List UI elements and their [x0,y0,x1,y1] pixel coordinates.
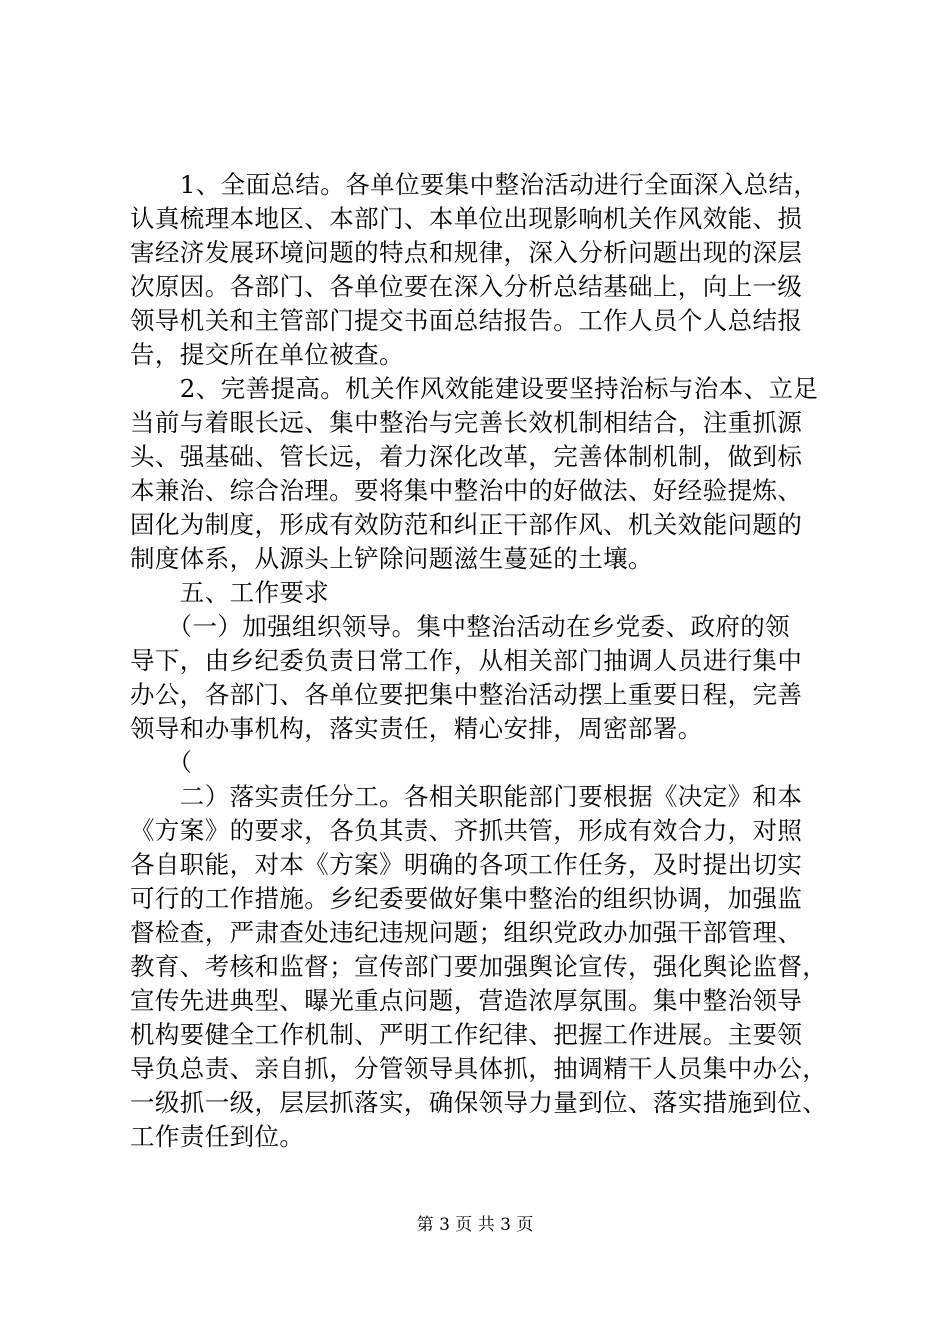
paragraph-line: 告，提交所在单位被查。 [130,340,404,369]
paragraph-line: 可行的工作措施。乡纪委要做好集中整治的组织协调，加强监 [130,884,803,913]
paragraph-line: 制度体系，从源头上铲除问题滋生蔓延的土壤。 [130,544,653,573]
paragraph-line: 一级抓一级，层层抓落实，确保领导力量到位、落实措施到位、 [130,1088,828,1117]
paragraph-line: 领导和办事机构，落实责任，精心安排，周密部署。 [130,714,703,743]
paragraph-line: 固化为制度，形成有效防范和纠正干部作风、机关效能问题的 [130,510,803,539]
paragraph-line: 各自职能，对本《方案》明确的各项工作任务，及时提出切实 [130,850,803,879]
paragraph-line: 工作责任到位。 [130,1122,305,1151]
paragraph-line: 2、完善提高。机关作风效能建设要坚持治标与治本、立足 [130,374,819,403]
paragraph-line: 1、全面总结。各单位要集中整治活动进行全面深入总结， [130,170,819,199]
paragraph-line: 二）落实责任分工。各相关职能部门要根据《决定》和本 [130,782,803,811]
page-footer: 第 3 页 共 3 页 [416,1215,534,1235]
paragraph-line: 办公，各部门、各单位要把集中整治活动摆上重要日程，完善 [130,680,803,709]
paragraph-line: 宣传先进典型、曝光重点问题，营造浓厚氛围。集中整治领导 [130,986,803,1015]
paragraph-line: 头、强基础、管长远，着力深化改革，完善体制机制，做到标 [130,442,803,471]
paragraph-line: 《方案》的要求，各负其责、齐抓共管，形成有效合力，对照 [130,816,803,845]
paragraph-line: 教育、考核和监督；宣传部门要加强舆论宣传，强化舆论监督， [130,952,828,981]
paragraph-line: 导负总责、亲自抓，分管领导具体抓，抽调精干人员集中办公， [130,1054,828,1083]
paragraph-line: 机构要健全工作机制、严明工作纪律、把握工作进展。主要领 [130,1020,803,1049]
paragraph-line: 导下，由乡纪委负责日常工作，从相关部门抽调人员进行集中 [130,646,803,675]
paragraph-line: 本兼治、综合治理。要将集中整治中的好做法、好经验提炼、 [130,476,803,505]
paragraph-line: 认真梳理本地区、本部门、本单位出现影响机关作风效能、损 [130,204,803,233]
paragraph-line: 害经济发展环境问题的特点和规律，深入分析问题出现的深层 [130,238,803,267]
paragraph-line: 督检查，严肃查处违纪违规问题；组织党政办加强干部管理、 [130,918,803,947]
paragraph-line: 次原因。各部门、各单位要在深入分析总结基础上，向上一级 [130,272,803,301]
paragraph-line: （一）加强组织领导。集中整治活动在乡党委、政府的领 [130,612,791,641]
paragraph-line: 当前与着眼长远、集中整治与完善长效机制相结合，注重抓源 [130,408,803,437]
paragraph-line: （ [130,748,193,777]
paragraph-line: 五、工作要求 [130,578,330,607]
paragraph-line: 领导机关和主管部门提交书面总结报告。工作人员个人总结报 [130,306,803,335]
